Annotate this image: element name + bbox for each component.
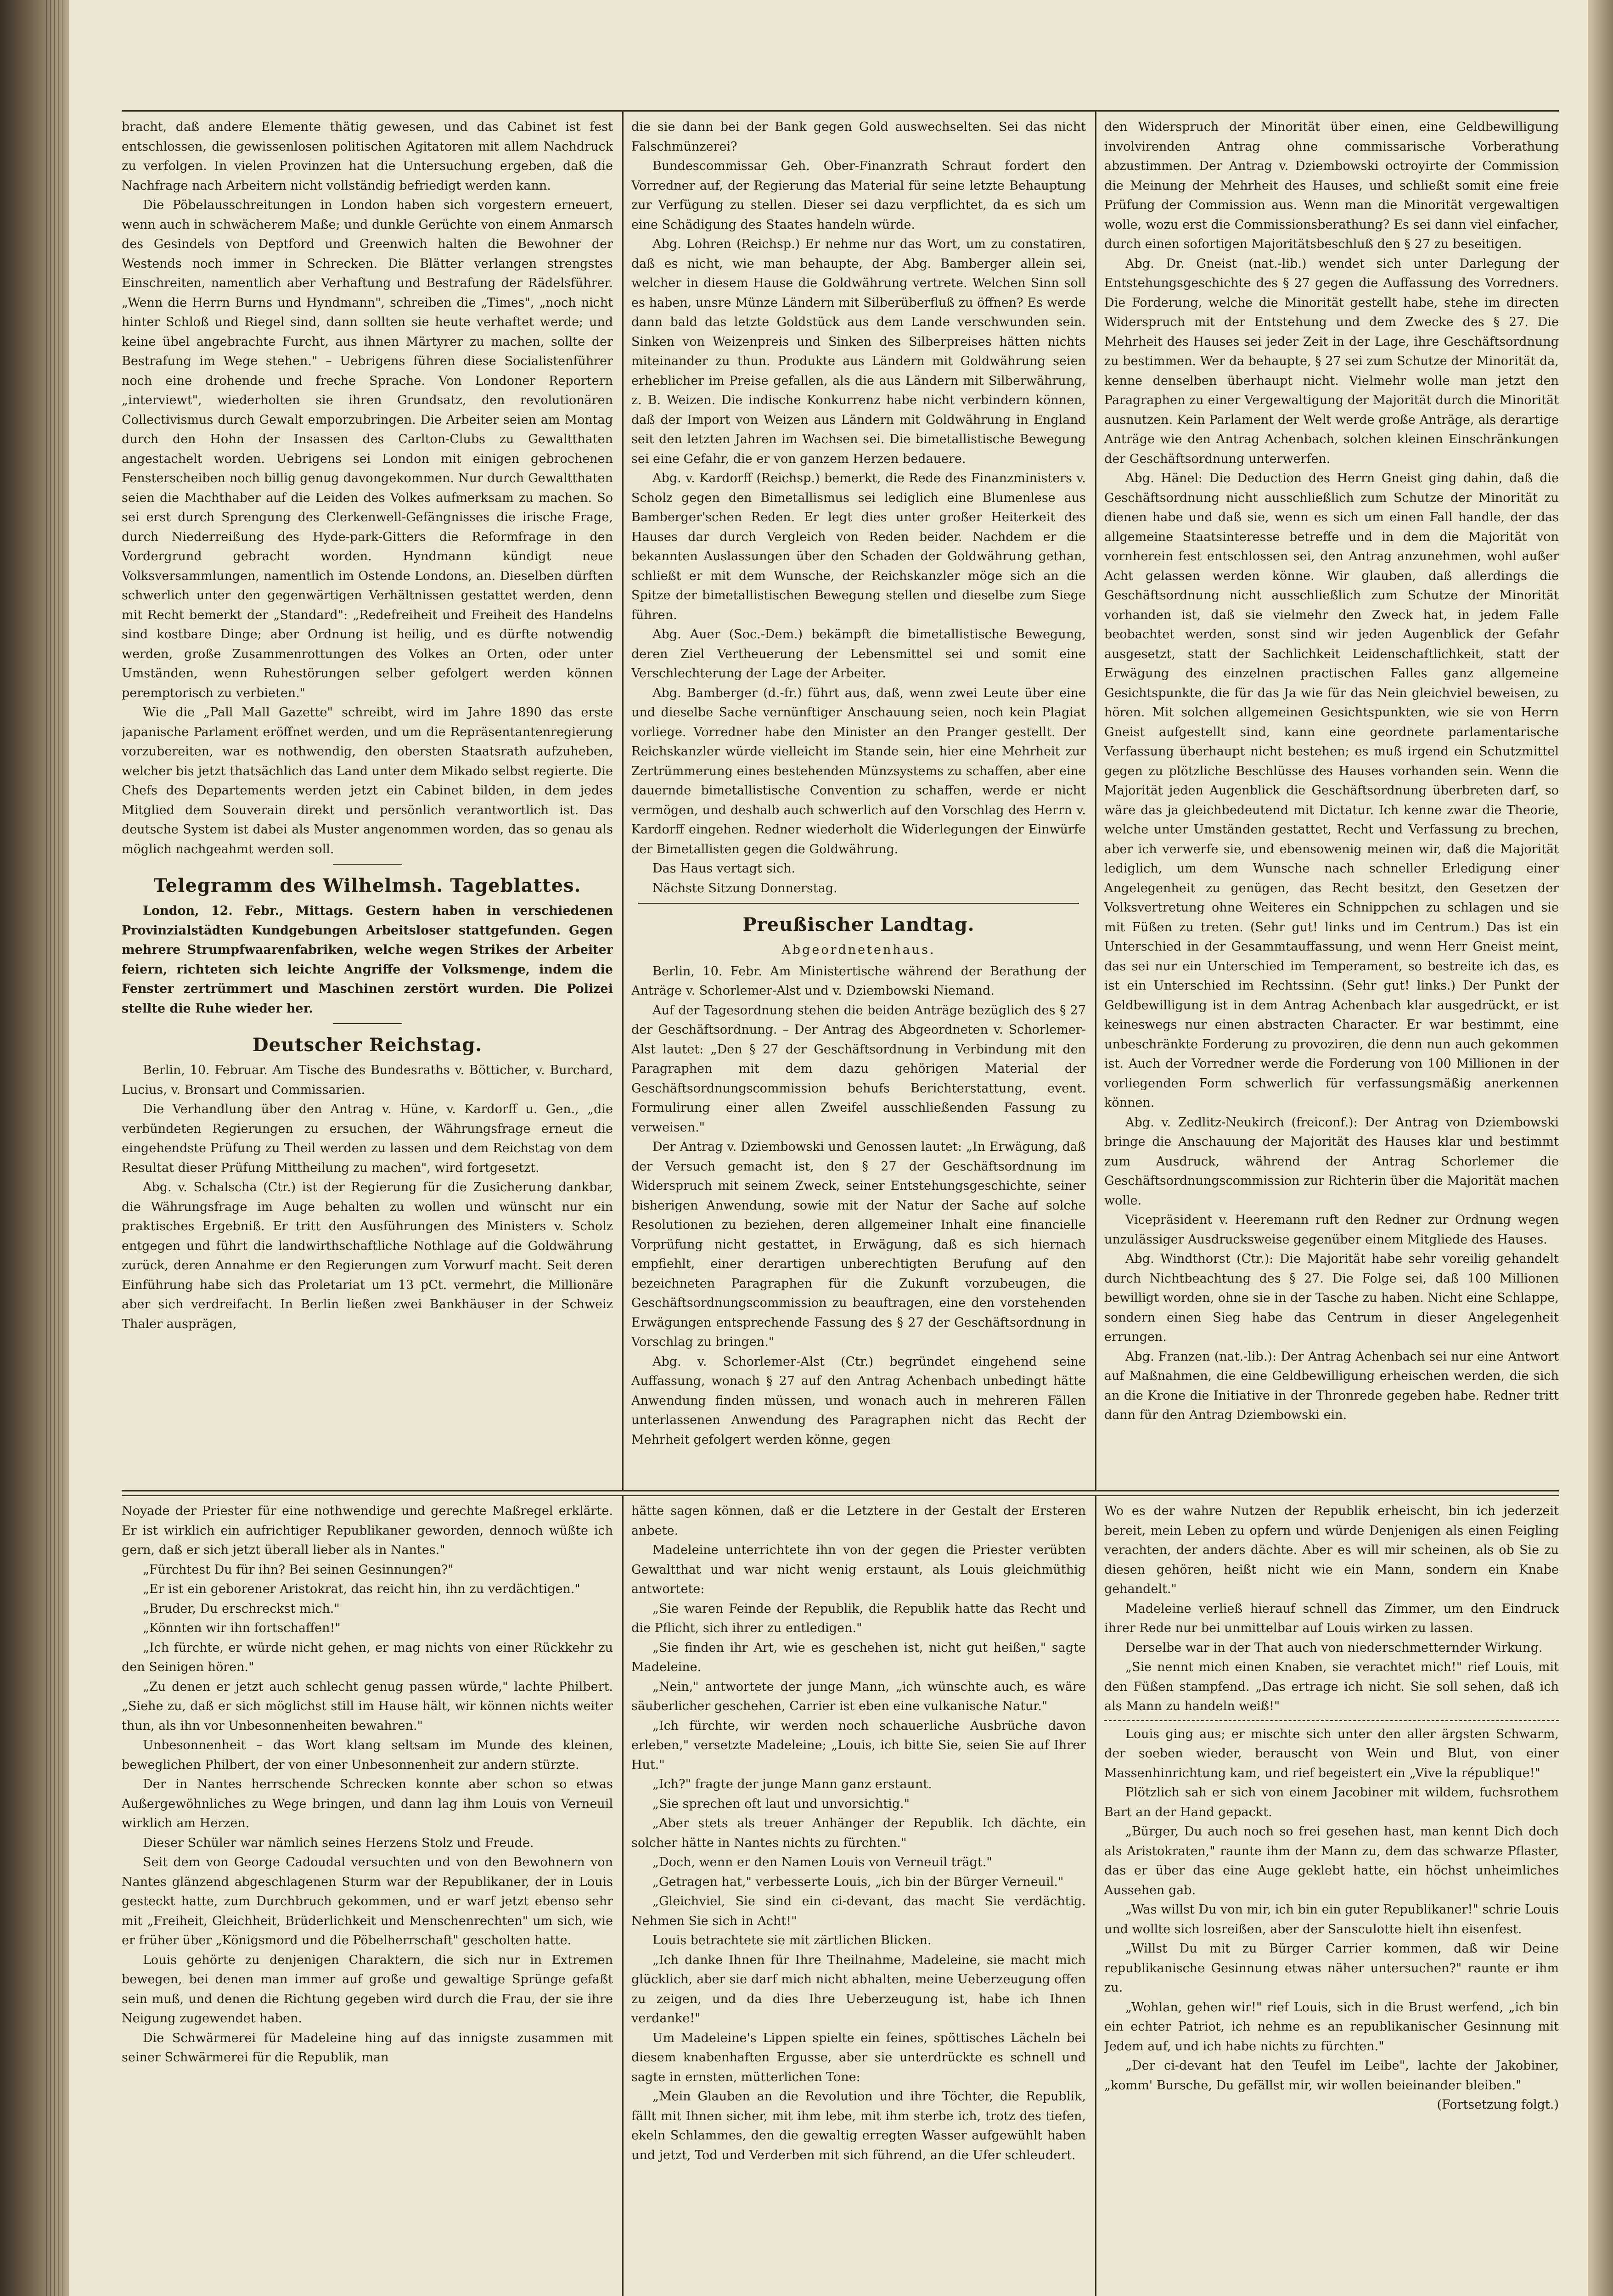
page-right-edge [1588, 0, 1613, 2296]
article-paragraph: Wie die „Pall Mall Gazette" schreibt, wird im Jahre 1890 das erste japanische Parlament eröffnet werden, und um die Repräsentantenregierung vorzubereiten, war es nothwendig, den obersten Staatsrath aufzuheben, welcher bis jetzt thatsächlich das Land unter dem Mikado selbst regierte. Die Chefs des Departements werden jetzt ein Cabinet bilden, in dem jedes Mitglied dem Souverain direkt und persönlich verantwortlich ist. Das deutsche System ist dabei als Muster angenommen worden, das so genau als möglich nachgeahmt werden soll. [122, 705, 613, 856]
article-paragraph: Abg. Bamberger (d.-fr.) führt aus, daß, wenn zwei Leute über eine und dieselbe Sache vernünftiger Anschauung seien, noch kein Plagiat vorliege. Vorredner habe den Minister an den Pranger gestellt. Der Reichskanzler würde vielleicht im Stande sein, hier eine Mehrheit zur Zertrümmerung eines bestehenden Münzsystems zu schaffen, aber eine dauernde bimetallistische Convention zu schaffen, werde er nicht vermögen, und deshalb auch schwerlich auf den Vorschlag des Herrn v. Kardorff eingehen. Redner wiederholt die Widerlegungen der Einwürfe der Bimetallisten gegen die Goldwährung. [631, 686, 1086, 856]
story-paragraph: „Sie nennt mich einen Knaben, sie verachtet mich!" rief Louis, mit den Füßen stampfend. „Das ertrage ich nicht. Sie soll sehen, daß ich als Mann zu handeln weiß!" [1104, 1660, 1559, 1713]
story-paragraph: Unbesonnenheit – das Wort klang seltsam im Munde des kleinen, beweglichen Philbert, der von einer Unbesonnenheit zur andern stürzte. [122, 1738, 613, 1772]
article-paragraph: Die Pöbelausschreitungen in London haben sich vorgestern erneuert, wenn auch in schwächerem Maße; und dunkle Gerüchte von einem Anmarsch des Gesindels von Deptford und Greenwich halten die Bewohner der Westends noch immer in Schrecken. Die Blätter verlangen strengstes Einschreiten, namentlich aber Verhaftung und Bestrafung der Rädelsführer. „Wenn die Herrn Burns und Hyndmann", schreiben die „Times", „noch nicht hinter Schloß und Riegel sind, dann sollten sie heute verhaftet werde; und keine übel angebrachte Furcht, aus ihnen Märtyrer zu machen, sollte der Bestrafung im Wege stehen." – Uebrigens führen diese Socialistenführer noch eine drohende und freche Sprache. Von Londoner Reportern „interviewt", wiederholten sie ihren Grundsatz, den revolutionären Collectivismus durch Gewalt emporzubringen. Die Arbeiter seien am Montag durch den Hohn der Insassen des Carlton-Clubs zu Gewaltthaten angestachelt worden. Uebrigens sei London mit einigen gebrochenen Fensterscheiben noch billig genug davongekommen. Nur durch Gewaltthaten seien die Machthaber auf die Leiden des Volkes aufmerksam zu machen. So sei erst durch Sprengung des Clerkenwell-Gefängnisses die irische Frage, durch Niederreißung des Hyde-park-Gitters die Reformfrage in den Vordergrund gebracht worden. Hyndmann kündigt neue Volksversammlungen, namentlich im Ostende Londons, an. Dieselben dürften schwerlich unter den gegenwärtigen Verhältnissen gestattet werden, denn mit Recht bemerkt der „Standard": „Redefreiheit und Freiheit des Handelns sind kostbare Dinge; aber Ordnung ist heilig, und es dürfte notwendig werden, große Zusammenrottungen des Volkes an Orten, oder unter Umständen, wenn Ruhestörungen selber gefolgert werden können peremptorisch zu verbieten." [122, 198, 613, 700]
feuilleton-column-2 [631, 1502, 1086, 2296]
story-paragraph: Louis ging aus; er mischte sich unter den aller ärgsten Schwarm, der soeben wieder, berauscht von Wein und Blut, von einer Massenhinrichtung kam, und rief begeistert ein „Vive la république!" [1104, 1727, 1559, 1780]
story-paragraph: Noyade der Priester für eine nothwendige und gerechte Maßregel erklärte. Er ist wirklich ein aufrichtiger Republikaner geworden, dennoch wüßte ich gern, daß er sich jetzt überall lieber als in Nantes." [122, 1504, 613, 1557]
article-paragraph: Nächste Sitzung Donnerstag. [652, 881, 837, 895]
feuilleton-column-rule-2 [1095, 1496, 1096, 2296]
article-paragraph: Abg. v. Kardorff (Reichsp.) bemerkt, die Rede des Finanzministers v. Scholz gegen den Bimetallismus sei lediglich eine Blumenlese aus Bamberger'schen Reden. Er legt dies unter großer Heiterkeit des Hauses dar durch Vergleich von Reden beider. Nachdem er die bekannten Auslassungen über den Schaden der Goldwährung gethan, schließt er mit dem Wunsche, der Reichskanzler möge sich an die Spitze der bimetallistischen Bewegung stellen und dieselbe zum Siege führen. [631, 471, 1086, 622]
story-paragraph: „Ich fürchte, wir werden noch schauerliche Ausbrüche davon erleben," versetzte Madeleine; „Louis, ich bitte Sie, seien Sie auf Ihrer Hut." [631, 1718, 1086, 1772]
article-paragraph: Bundescommissar Geh. Ober-Finanzrath Schraut fordert den Vorredner auf, der Regierung das Material für seine letzte Behauptung zur Verfügung zu stellen. Dieser sei dazu verpflichtet, da es sich um eine Schädigung des Staates handeln würde. [631, 159, 1086, 232]
reichstag-heading: Deutscher Reichstag. [252, 1034, 483, 1056]
story-paragraph: „Fürchtest Du für ihn? Bei seinen Gesinnungen?" [143, 1562, 454, 1577]
story-paragraph: Derselbe war in der That auch von niederschmetternder Wirkung. [1125, 1640, 1543, 1655]
story-paragraph: „Könnten wir ihn fortschaffen!" [143, 1621, 341, 1635]
story-paragraph: hätte sagen können, daß er die Letztere in der Gestalt der Ersteren anbete. [631, 1504, 1086, 1538]
story-paragraph: Wo es der wahre Nutzen der Republik erheischt, bin ich jederzeit bereit, mein Leben zu opfern und würde Denjenigen als einen Feigling verachten, der anders dächte. Aber es will mir scheinen, als ob Sie zu diesen gehören, heißt nicht wie ein Mann, sondern ein Knabe gehandelt." [1104, 1504, 1559, 1596]
story-paragraph: „Getragen hat," verbesserte Louis, „ich bin der Bürger Verneuil." [652, 1874, 1064, 1889]
scene-break-rule [1104, 1720, 1559, 1721]
top-frame-rule [122, 110, 1559, 112]
story-paragraph: „Wohlan, gehen wir!" rief Louis, sich in die Brust werfend, „ich bin ein echter Patriot, ich nehme es an republikanischer Gesinnung mit Jedem auf, und ich habe nichts zu fürchten." [1104, 2000, 1559, 2054]
story-paragraph: Der in Nantes herrschende Schrecken konnte aber schon so etwas Außergewöhnliches zu Wege bringen, und dann lag ihm Louis von Verneuil wirklich am Herzen. [122, 1777, 613, 1830]
article-paragraph: den Widerspruch der Minorität über einen, eine Geldbewilligung involvirenden Antrag ohne commissarische Vorberathung abzustimmen. Der Antrag v. Dziembowski octroyirte der Commission die Meinung der Mehrheit des Hauses, und schließt somit eine freie Prüfung der Commission aus. Wenn man die Minorität vergewaltigen wolle, wozu erst die Commissionsberathung? Es sei dann viel einfacher, durch einen sofortigen Majoritätsbeschluß den § 27 zu beseitigen. [1104, 120, 1559, 251]
top-column-2 [631, 118, 1086, 1488]
story-paragraph: „Sie waren Feinde der Republik, die Republik hatte das Recht und die Pflicht, sich ihrer zu entledigen." [631, 1601, 1086, 1635]
story-paragraph: „Er ist ein geborener Aristokrat, das reicht hin, ihn zu verdächtigen." [143, 1582, 580, 1596]
article-paragraph: Abg. Franzen (nat.-lib.): Der Antrag Achenbach sei nur eine Antwort auf Maßnahmen, die eine Geldbewilligung erheischen werden, die sich an die Krone die Initiative in der Thronrede gegeben habe. Redner tritt dann für den Antrag Dziembowski ein. [1104, 1349, 1559, 1422]
story-paragraph: Louis betrachtete sie mit zärtlichen Blicken. [652, 1933, 932, 1947]
column-rule-2 [1095, 110, 1096, 1490]
feuilleton-column-rule-1 [622, 1496, 624, 2296]
newspaper-page [122, 110, 1559, 2296]
story-paragraph: „Ich danke Ihnen für Ihre Theilnahme, Madeleine, sie macht mich glücklich, aber sie darf mich nicht abhalten, meine Ueberzeugung offen zu zeigen, und da dies Ihre Ueberzeugung ist, habe ich Ihnen verdanke!" [631, 1953, 1086, 2026]
story-paragraph: Madeleine unterrichtete ihn von der gegen die Priester verübten Gewaltthat und war nicht wenig erstaunt, als Louis gleichmüthig antwortete: [631, 1543, 1086, 1596]
story-paragraph: Die Schwärmerei für Madeleine hing auf das innigste zusammen mit seiner Schwärmerei für die Republik, man [122, 2031, 613, 2065]
feuilleton-separator-rule [122, 1490, 1559, 1491]
story-paragraph: „Was willst Du von mir, ich bin ein guter Republikaner!" schrie Louis und wollte sich losreißen, aber der Sansculotte hielt ihn eisenfest. [1104, 1902, 1559, 1936]
top-column-1 [122, 118, 613, 1488]
telegram-heading: Telegramm des Wilhelmsh. Tageblattes. [153, 875, 581, 896]
article-paragraph: Abg. Dr. Gneist (nat.-lib.) wendet sich unter Darlegung der Entstehungsgeschichte des § 27 gegen die Auffassung des Vorredners. Die Forderung, welche die Minorität gestellt habe, stehe im directen Widerspruch mit der Entstehung und dem Zwecke des § 27. Die Mehrheit des Hauses sei jeder Zeit in der Lage, ihre Geschäftsordnung zu bestimmen. Wer da behaupte, § 27 sei zum Schutze der Minorität da, kenne denselben überhaupt nicht. Vielmehr wolle man jetzt den Paragraphen zu einer Vergewaltigung der Majorität durch die Minorität ausnutzen. Kein Parlament der Welt werde große Anträge, als derartige Anträge wie den Antrag Achenbach, solchen kleinen Einschränkungen der Geschäftsordnung unterwerfen. [1104, 256, 1559, 466]
story-paragraph: „Doch, wenn er den Namen Louis von Verneuil trägt." [652, 1855, 992, 1869]
feuilleton-column-3 [1104, 1502, 1559, 2296]
story-paragraph: Seit dem von George Cadoudal versuchten und von den Bewohnern von Nantes glänzend abgeschlagenen Sturm war der Republikaner, der in Louis gesteckt hatte, zum Durchbruch gekommen, und er warf jetzt ebenso sehr mit „Freiheit, Gleichheit, Brüderlichkeit und Menschenrechten" um sich, wie er früher über „Königsmord und die Pöbelherrschaft" gescholten hatte. [122, 1855, 613, 1947]
article-paragraph: Abg. v. Schalscha (Ctr.) ist der Regierung für die Zusicherung dankbar, die Währungsfrage im Auge behalten zu wollen und wünscht nur ein praktisches Ergebniß. Er tritt den Ausführungen des Ministers v. Scholz entgegen und führt die landwirthschaftliche Nothlage auf die Goldwährung zurück, deren Annahme er den Regierungen zum Vorwurf macht. Seit deren Einführung habe sich das Proletariat um 13 pCt. vermehrt, die Millionäre aber sich verdreifacht. In Berlin ließen zwei Bankhäuser in der Schweiz Thaler ausprägen, [122, 1180, 613, 1331]
story-paragraph: Um Madeleine's Lippen spielte ein feines, spöttisches Lächeln bei diesem knabenhaften Ergusse, aber sie unterdrückte es schnell und sagte in ernsten, mütterlichen Tone: [631, 2031, 1086, 2084]
story-paragraph: „Bruder, Du erschreckst mich." [143, 1601, 340, 1616]
article-paragraph: Abg. Auer (Soc.-Dem.) bekämpft die bimetallistische Bewegung, deren Ziel Vertheuerung der Lebensmittel sei und somit eine Verschlechterung der Lage der Arbeiter. [631, 627, 1086, 681]
story-paragraph: „Der ci-devant hat den Teufel im Leibe", lachte der Jakobiner, „komm' Bursche, Du gefällst mir, wir wollen beieinander bleiben." [1104, 2059, 1559, 2093]
story-paragraph: Dieser Schüler war nämlich seines Herzens Stolz und Freude. [143, 1835, 534, 1850]
article-paragraph: Der Antrag v. Dziembowski und Genossen lautet: „In Erwägung, daß der Versuch gemacht ist, den § 27 der Geschäftsordnung im Widerspruch mit seinem Zweck, seiner Entstehungsgeschichte, seiner bisherigen Anwendung, sowie mit der Natur der Sache auf solche Resolutionen zu beziehen, deren allgemeiner Inhalt eine financielle Vorprüfung nicht gestattet, in Erwägung, daß es sich hiernach empfiehlt, einer derartigen unberechtigten Berufung auf den bezeichneten Paragraphen für die Zukunft vorzubeugen, die Geschäftsordnungscommission zu beauftragen, eine den vorstehenden Erwägungen entsprechende Fassung des § 27 der Geschäftsordnung in Vorschlag zu bringen." [631, 1140, 1086, 1349]
article-paragraph: bracht, daß andere Elemente thätig gewesen, und das Cabinet ist fest entschlossen, die gewissenlosen politischen Agitatoren mit allem Nachdruck zu verfolgen. In vielen Provinzen hat die Untersuchung ergeben, daß die Nachfrage nach Arbeitern nicht vollständig befriedigt werden kann. [122, 120, 613, 193]
article-paragraph: Vicepräsident v. Heeremann ruft den Redner zur Ordnung wegen unzulässiger Ausdrucksweise gegenüber einem Mitgliede des Hauses. [1104, 1213, 1559, 1247]
section-divider [638, 903, 1079, 904]
article-paragraph: Berlin, 10. Febr. Am Ministertische während der Berathung der Anträge v. Schorlemer-Alst und v. Dziembowski Niemand. [631, 964, 1086, 998]
story-paragraph: Plötzlich sah er sich von einem Jacobiner mit wildem, fuchsrothem Bart an der Hand gepackt. [1104, 1785, 1559, 1819]
column-rule-1 [622, 110, 624, 1490]
story-paragraph: „Sie finden ihr Art, wie es geschehen ist, nicht gut heißen," sagte Madeleine. [631, 1640, 1086, 1674]
article-paragraph: Auf der Tagesordnung stehen die beiden Anträge bezüglich des § 27 der Geschäftsordnung. – Der Antrag des Abgeordneten v. Schorlemer-Alst lautet: „Den § 27 der Geschäftsordnung in Verbindung mit den Paragraphen mit dem dazu gehörigen Material der Geschäftsordnungscommission behufs Berichterstattung, event. Formulirung einer allen Zweifel ausschließenden Fassung zu verweisen." [631, 1003, 1086, 1135]
story-paragraph: „Bürger, Du auch noch so frei gesehen hast, man kennt Dich doch als Aristokraten," raunte ihm der Mann zu, dem das schwarze Pflaster, das er über das eine Auge geklebt hatte, ein höchst unheimliches Aussehen gab. [1104, 1824, 1559, 1897]
story-paragraph: „Ich?" fragte der junge Mann ganz erstaunt. [652, 1777, 932, 1791]
story-paragraph: „Nein," antwortete der junge Mann, „ich wünschte auch, es wäre säuberlicher geschehen, Carrier ist eben eine vulkanische Natur." [631, 1679, 1086, 1713]
telegram-block [122, 901, 613, 1019]
story-paragraph: Louis gehörte zu denjenigen Charaktern, die sich nur in Extremen bewegen, bei denen man immer auf große und gewaltige Sprünge gefaßt sein muß, und denen die Richtung gegeben wird durch die Frau, der sie ihre Neigung zugewendet haben. [122, 1953, 613, 2026]
continued-note: (Fortsetzung folgt.) [1437, 2098, 1559, 2112]
article-paragraph: Abg. Lohren (Reichsp.) Er nehme nur das Wort, um zu constatiren, daß es nicht, wie man behaupte, der Abg. Bamberger allein sei, welcher in diesem Hause die Goldwährung vertrete. Welchen Sinn soll es haben, unsre Münze Ländern mit Silberüberfluß zu öffnen? Es werde dann bald das letzte Goldstück aus dem Lande verschwunden sein. Sinken von Weizenpreis und Sinken des Silberpreises hätten nichts miteinander zu thun. Produkte aus Ländern mit Goldwährung seien erheblicher im Preise gefallen, als die aus Ländern mit Silberwährung, z. B. Weizen. Die indische Konkurrenz habe nicht verbindern können, daß der Import von Weizen aus Ländern mit Goldwährung in England seit den letzten Jahren im Wachsen sei. Die bimetallistische Bewegung sei eine Gefahr, die er von ganzem Herzen bedauere. [631, 237, 1086, 466]
story-paragraph: „Mein Glauben an die Revolution und ihre Töchter, die Republik, fällt mit Ihnen sicher, mit ihm lebe, mit ihm sterbe ich, trotz des tiefen, ekeln Schlammes, den die gewaltig erregten Wasser aufgewühlt haben und jetzt, Tod und Verderben mit sich führend, an die Ufer schleudert. [631, 2089, 1086, 2162]
article-paragraph: Berlin, 10. Februar. Am Tische des Bundesraths v. Bötticher, v. Burchard, Lucius, v. Bronsart und Commissarien. [122, 1063, 613, 1097]
section-divider [333, 1023, 402, 1024]
story-paragraph: „Willst Du mit zu Bürger Carrier kommen, daß wir Deine republikanische Gesinnung etwas näher untersuchen?" raunte er ihm zu. [1104, 1941, 1559, 1995]
section-divider [333, 864, 402, 865]
story-paragraph: „Ich fürchte, er würde nicht gehen, er mag nichts von einer Rückkehr zu den Seinigen hören." [122, 1640, 613, 1674]
article-paragraph: Abg. v. Zedlitz-Neukirch (freiconf.): Der Antrag von Dziembowski bringe die Anschauung der Majorität des Hauses klar und bestimmt zum Ausdruck, während der Antrag Schorlemer die Geschäftsordnungscommission zur Richterin über die Majorität machen wolle. [1104, 1115, 1559, 1208]
page-stack-edges [46, 0, 64, 2296]
feuilleton-column-1 [122, 1502, 613, 2296]
landtag-heading: Preußischer Landtag. [742, 914, 975, 935]
article-paragraph: Abg. Windthorst (Ctr.): Die Majorität habe sehr voreilig gehandelt durch Nichtbeachtung des § 27. Die Folge sei, daß 100 Millionen bewilligt worden, ohne sie in der Tasche zu haben. Nicht eine Schlappe, sondern einen Sieg habe das Centrum in dieser Angelegenheit errungen. [1104, 1252, 1559, 1344]
story-paragraph: Madeleine verließ hierauf schnell das Zimmer, um den Eindruck ihrer Rede nur bei unmittelbar auf Louis wirken zu lassen. [1104, 1601, 1559, 1635]
article-paragraph: Abg. v. Schorlemer-Alst (Ctr.) begründet eingehend seine Auffassung, wonach § 27 auf den Antrag Achenbach unbedingt hätte Anwendung finden müssen, und wonach auch in mehreren Fällen unterlassenen Anwendung des Paragraphen nicht das Recht der Mehrheit gefolgert werden könne, gegen [631, 1354, 1086, 1447]
article-paragraph: Abg. Hänel: Die Deduction des Herrn Gneist ging dahin, daß die Geschäftsordnung nicht ausschließlich zum Schutze der Minorität zu dienen habe und daß sie, wenn es sich um einen Fall handle, der das allgemeine Staatsinteresse betreffe und in dem die Majorität von vornherein fest entschlossen sei, den Antrag anzunehmen, wohl außer Acht gelassen werden könne. Wir glauben, daß allerdings die Geschäftsordnung nicht ausschließlich zum Schutze der Minorität vorhanden ist, daß sie vielmehr den Zweck hat, in jedem Falle beobachtet werden, sonst sind wir jeden Augenblick der Gefahr ausgesetzt, statt der Sachlichkeit Leidenschaftlichkeit, statt der Erwägung des einzelnen practischen Falles ganz allgemeine Gesichtspunkte, die für das Ja wie für das Nein gleichviel beweisen, zu hören. Mit solchen allgemeinen Gesichtspunkten, wie sie von Herrn Gneist aufgestellt sind, kann eine geordnete parlamentarische Verfassung überhaupt nicht bestehen; es muß irgend ein Schutzmittel gegen zu plötzliche Beschlüsse des Hauses vorhanden sein. Wenn die Majorität jeden Augenblick die Geschäftsordnung überbreten darf, so wäre das ja gleichbedeutend mit Dictatur. Ich kenne zwar die Theorie, welche unter Umständen gestattet, Recht und Verfassung zu brechen, aber ich verwerfe sie, und ebensowenig meinen wir, daß die Majorität lediglich, um dem Wunsche nach schneller Erledigung einer Angelegenheit zu genügen, das Recht besitzt, den Gesetzen der Volksvertretung ohne Weiteres ein Schnippchen zu schlagen und sie mit Füßen zu treten. (Sehr gut! links und im Centrum.) Das ist ein Unterschied in der Gesammtauffassung, und wenn Herr Gneist meint, das sei nur ein Unterschied im Temperament, so bestreite ich das, es ist ein Unterschied im Rechtssinn. (Sehr gut! links.) Der Punkt der Geldbewilligung ist in dem Antrag Achenbach klar ausgedrückt, er ist keineswegs nur einen abstracten Character. Er war bestimmt, eine unbeschränkte Forderung zu provoziren, die denn nun auch gekommen ist. Auch der Vorredner werde die Forderung von 100 Millionen in der vorliegenden Form schwerlich für verfassungsmäßig anerkennen können. [1104, 471, 1559, 1110]
story-paragraph: „Sie sprechen oft laut und unvorsichtig." [652, 1796, 910, 1811]
story-paragraph: „Gleichviel, Sie sind ein ci-devant, das macht Sie verdächtig. Nehmen Sie sich in Acht!" [631, 1894, 1086, 1928]
top-column-3 [1104, 118, 1559, 1488]
telegram-text: London, 12. Febr., Mittags. Gestern haben in verschiedenen Provinzialstädten Kundgebungen Arbeitsloser stattgefunden. Gegen mehrere Strumpfwaarenfabriken, welche wegen Strikes der Arbeiter feiern, richteten sich leichte Angriffe der Volksmenge, indem die Fenster zertrümmert und Maschinen zerstört wurden. Die Polizei stellte die Ruhe wieder her. [122, 904, 613, 1016]
story-paragraph: „Aber stets als treuer Anhänger der Republik. Ich dächte, ein solcher hätte in Nantes nichts zu fürchten." [631, 1816, 1086, 1850]
article-paragraph: die sie dann bei der Bank gegen Gold auswechselten. Sei das nicht Falschmünzerei? [631, 120, 1086, 154]
feuilleton-separator-rule-2 [122, 1495, 1559, 1496]
landtag-subheading: Abgeordnetenhaus. [781, 943, 936, 957]
article-paragraph: Die Verhandlung über den Antrag v. Hüne, v. Kardorff u. Gen., „die verbündeten Regierungen zu ersuchen, der Währungsfrage erneut die eingehendste Prüfung zu Theil werden zu lassen und dem Reichstag von dem Resultat dieser Prüfung Mittheilung zu machen", wird fortgesetzt. [122, 1102, 613, 1175]
story-paragraph: „Zu denen er jetzt auch schlecht genug passen würde," lachte Philbert. „Siehe zu, daß er sich möglichst still im Hause hält, wir können nichts weiter thun, als ihn vor Unbesonnenheiten bewahren." [122, 1679, 613, 1733]
article-paragraph: Das Haus vertagt sich. [652, 861, 796, 876]
